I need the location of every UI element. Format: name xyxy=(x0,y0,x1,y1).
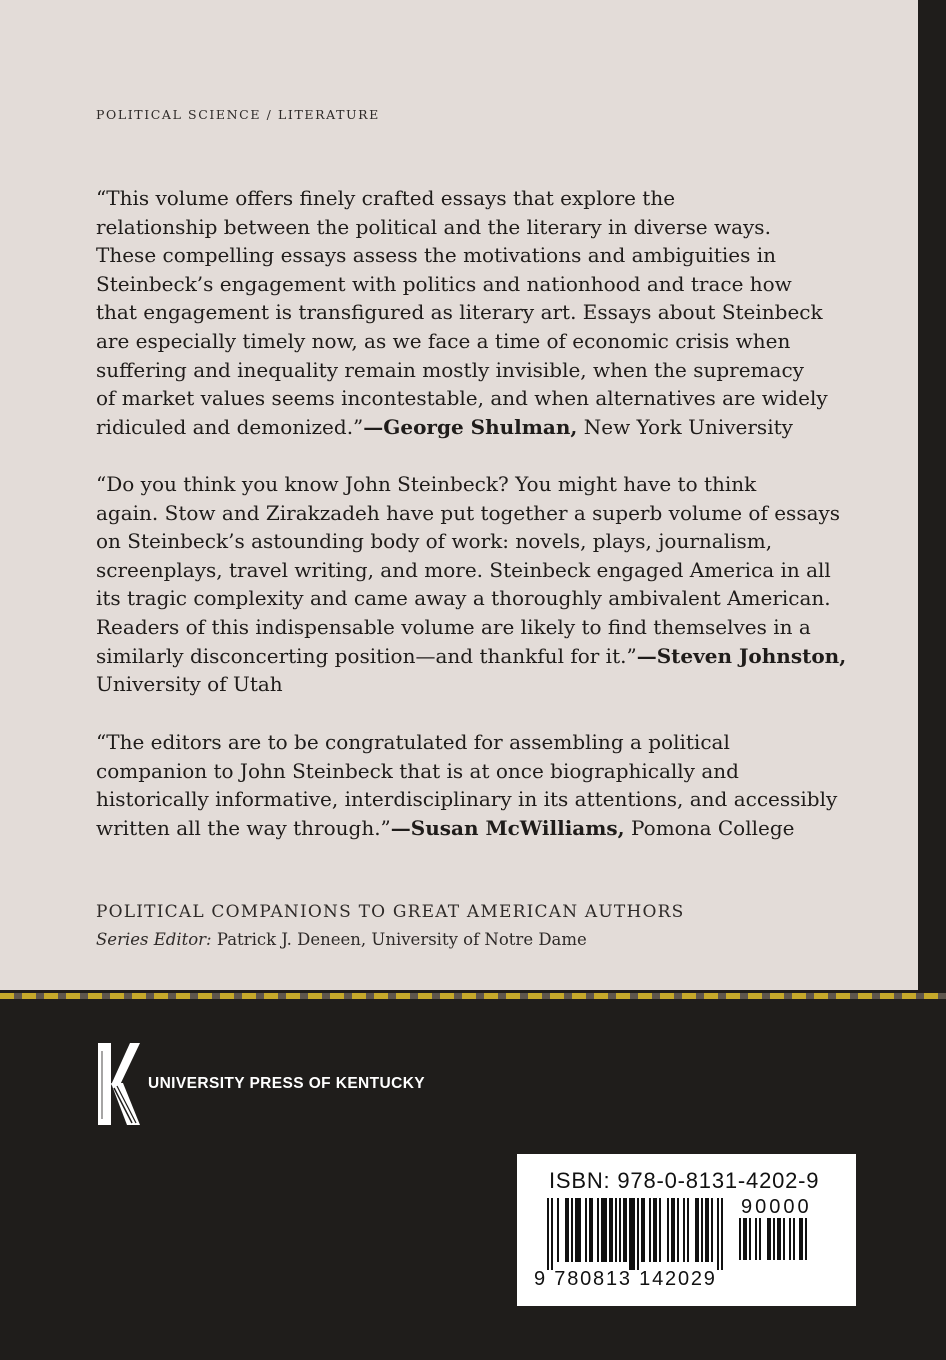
quote-attribution-line xyxy=(96,413,828,442)
barcode-bar xyxy=(597,1198,599,1262)
quote-line: again. Stow and Zirakzadeh have put together a superb volume of essays xyxy=(96,500,841,525)
barcode-bar xyxy=(551,1198,553,1270)
barcode-bar xyxy=(701,1198,703,1262)
barcode-bar xyxy=(667,1198,669,1262)
barcode-bar xyxy=(773,1218,775,1260)
barcode-bar xyxy=(547,1198,549,1270)
series-editor-label: Series Editor: xyxy=(96,930,212,949)
quote-attribution-line xyxy=(96,642,847,671)
blurb-quote-2 xyxy=(96,470,847,699)
divider-stripe xyxy=(0,990,946,1002)
barcode-bar xyxy=(615,1198,617,1262)
quote-line: These compelling essays assess the motivations and ambiguities in xyxy=(96,243,777,268)
barcode-bar xyxy=(609,1198,613,1262)
ean-barcode-icon xyxy=(547,1198,737,1270)
barcode-bar xyxy=(677,1198,679,1262)
quote-author: —George Shulman, xyxy=(363,414,578,439)
quote-last-text: ridiculed and demonized.” xyxy=(96,414,364,439)
quote-line: “This volume offers finely crafted essays that explore the xyxy=(96,186,676,210)
barcode-bar xyxy=(695,1198,699,1262)
barcode-bar xyxy=(641,1198,645,1262)
publisher-name: UNIVERSITY PRESS OF KENTUCKY xyxy=(148,1075,426,1092)
barcode-bar xyxy=(671,1198,675,1262)
barcode-bar xyxy=(799,1218,803,1260)
quote-line: relationship between the political and the literary in diverse ways. xyxy=(96,214,771,239)
quote-line: historically informative, interdisciplinary in its attentions, and accessibly xyxy=(96,787,838,812)
quote-line: Steinbeck’s engagement with politics and nationhood and trace how xyxy=(96,271,792,296)
barcode-bar xyxy=(683,1198,685,1262)
barcode-bar xyxy=(575,1198,581,1262)
barcode-bar xyxy=(687,1198,689,1262)
barcode-bar xyxy=(711,1198,713,1262)
quote-last-text: similarly disconcerting position—and thankful for it.” xyxy=(96,643,637,668)
barcode-bar xyxy=(601,1198,607,1262)
barcode-bar xyxy=(777,1218,781,1260)
quote-line: its tragic complexity and came away a thoroughly ambivalent American. xyxy=(96,586,831,611)
spine-edge xyxy=(918,0,946,1360)
quote-affiliation: University of Utah xyxy=(96,672,283,697)
barcode-bar xyxy=(705,1198,709,1262)
quote-line: “The editors are to be congratulated for assembling a political xyxy=(96,730,730,754)
barcode-bar xyxy=(659,1198,661,1262)
blurb-quote-1 xyxy=(96,184,828,441)
quote-affiliation: New York University xyxy=(577,414,793,439)
barcode-bar xyxy=(717,1198,719,1270)
barcode-bar xyxy=(805,1218,807,1260)
barcode-bar xyxy=(789,1218,791,1260)
quote-affiliation: Pomona College xyxy=(624,815,795,840)
quote-last-text: written all the way through.” xyxy=(96,815,391,840)
quote-line: companion to John Steinbeck that is at once biographically and xyxy=(96,758,739,783)
barcode-bar xyxy=(721,1198,723,1270)
barcode-bar xyxy=(571,1198,573,1262)
quote-line: screenplays, travel writing, and more. Steinbeck engaged America in all xyxy=(96,557,831,582)
barcode-bar xyxy=(759,1218,761,1260)
barcode-bar xyxy=(629,1198,635,1270)
quote-author: —Susan McWilliams, xyxy=(390,815,625,840)
barcode-bar xyxy=(749,1218,751,1260)
quote-line: Readers of this indispensable volume are likely to find themselves in a xyxy=(96,614,811,639)
quote-line: that engagement is transfigured as literary art. Essays about Steinbeck xyxy=(96,300,823,325)
series-title: POLITICAL COMPANIONS TO GREAT AMERICAN AUTHORS xyxy=(96,902,685,922)
barcode-bar xyxy=(653,1198,657,1262)
stripe-dashes xyxy=(0,993,946,999)
barcode-bar xyxy=(755,1218,757,1260)
barcode-bar xyxy=(637,1198,639,1270)
barcode-bar xyxy=(793,1218,795,1260)
quote-attribution-line xyxy=(96,814,828,843)
blurb-quote-3 xyxy=(96,728,838,842)
barcode-bar xyxy=(743,1218,747,1260)
uk-k-logo-icon xyxy=(96,1041,140,1127)
price-addon-barcode-icon xyxy=(739,1218,829,1268)
barcode-bar xyxy=(557,1198,559,1262)
barcode-bar xyxy=(783,1218,785,1260)
barcode-bar xyxy=(585,1198,587,1262)
barcode-bar xyxy=(589,1198,593,1262)
barcode-bar xyxy=(619,1198,621,1262)
series-editor xyxy=(96,930,587,949)
barcode-bar xyxy=(565,1198,569,1262)
barcode-bar xyxy=(649,1198,651,1262)
price-code: 90000 xyxy=(741,1196,812,1218)
quote-line: “Do you think you know John Steinbeck? You might have to think xyxy=(96,472,757,496)
category-label: POLITICAL SCIENCE / LITERATURE xyxy=(96,107,380,122)
quote-line: suffering and inequality remain mostly invisible, when the supremacy xyxy=(96,357,804,382)
barcode-bar xyxy=(767,1218,771,1260)
barcode-panel xyxy=(517,1154,856,1306)
quote-line: on Steinbeck’s astounding body of work: novels, plays, journalism, xyxy=(96,529,773,554)
barcode-bar xyxy=(739,1218,741,1260)
quote-line: are especially timely now, as we face a time of economic crisis when xyxy=(96,328,791,353)
quote-line: of market values seems incontestable, and when alternatives are widely xyxy=(96,386,828,411)
isbn-label: ISBN: 978-0-8131-4202-9 xyxy=(549,1168,820,1193)
barcode-bar xyxy=(623,1198,627,1262)
quote-author: —Steven Johnston, xyxy=(636,643,847,668)
barcode-digits: 9 780813 142029 xyxy=(534,1268,717,1290)
series-editor-name: Patrick J. Deneen, University of Notre Dame xyxy=(211,930,587,949)
